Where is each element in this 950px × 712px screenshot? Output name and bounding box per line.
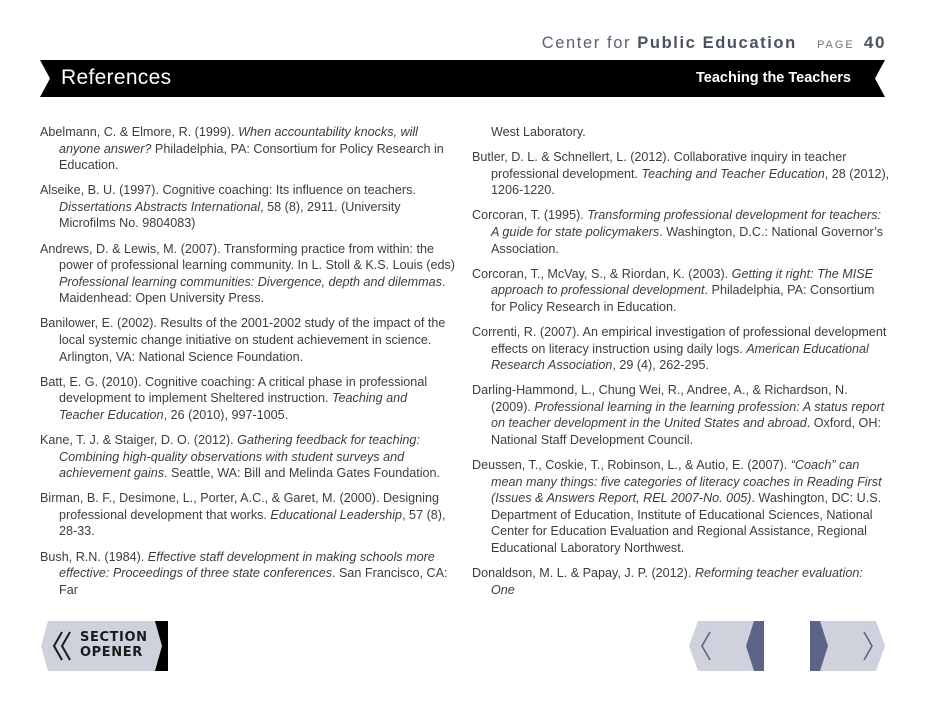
reference-text: Deussen, T., Coskie, T., Robinson, L., & Autio, E. (2007). — [472, 458, 791, 473]
reference-entry — [40, 432, 455, 482]
reference-title: Effective staff development in making schools more effective: Proceedings of three state conferences — [59, 549, 435, 581]
reference-text: Batt, E. G. (2010). Cognitive coaching: A critical phase in professional development to implement Sheltered instruction. — [40, 374, 428, 406]
reference-entry — [40, 490, 455, 540]
previous-page-button[interactable] — [688, 620, 766, 672]
section-banner — [40, 60, 885, 97]
page-label: PAGE — [816, 39, 855, 51]
reference-text: Corcoran, T. (1995). — [472, 208, 588, 223]
reference-text: Darling-Hammond, L., Chung Wei, R., Andree, A., & Richardson, N. (2009). — [472, 383, 848, 414]
reference-entry — [40, 549, 455, 599]
references-right-column — [472, 124, 890, 607]
reference-title: “Coach” can mean many things: five categories of literacy coaches in Reading First (Issues & Answers Report, REL 2007-No. 005) — [491, 458, 882, 506]
reference-entry — [40, 315, 455, 365]
references-left-column — [40, 124, 455, 607]
org-prefix: Center for — [541, 34, 632, 52]
reference-details: Philadelphia, PA: Consortium for Policy Research in Education. — [59, 141, 444, 173]
reference-details: , 26 (2010), 997-1005. — [163, 407, 289, 422]
section-opener-line2: OPENER — [80, 645, 143, 660]
next-button-shape — [808, 620, 886, 672]
reference-text: Bush, R.N. (1984). — [40, 549, 148, 564]
reference-text: Banilower, E. (2002). Results of the 2001-2002 study of the impact of the local systemic change initiative on student achievement in science. Arlington, VA: National Science Foundation. — [40, 316, 446, 364]
reference-entry — [40, 124, 455, 174]
reference-text: Correnti, R. (2007). An empirical investigation of professional development effects on literacy instruction using daily logs. — [472, 324, 887, 356]
references-right-list — [472, 149, 890, 598]
reference-entry — [40, 374, 455, 424]
reference-details: . Maidenhead: Open University Press. — [59, 274, 446, 306]
publication-header — [542, 33, 886, 53]
section-opener-line1: SECTION — [80, 630, 148, 645]
reference-entry — [472, 324, 890, 374]
page-number: 40 — [863, 33, 886, 52]
reference-text: Alseike, B. U. (1997). Cognitive coaching: Its influence on teachers. — [40, 183, 416, 198]
reference-details: , 29 (4), 262-295. — [612, 358, 709, 373]
reference-title: Getting it right: The MISE approach to professional development — [491, 266, 874, 298]
reference-entry — [472, 207, 890, 257]
reference-details: , 58 (8), 2911. (University Microfilms No. 9804083) — [59, 199, 401, 231]
reference-details: . Washington, DC: U.S. Department of Education, Institute of Educational Sciences, National Center for Education Evaluation and Regional Assistance, Regional Educational Laboratory Northwest. — [491, 491, 882, 556]
reference-text: Corcoran, T., McVay, S., & Riordan, K. (2003). — [472, 266, 732, 281]
reference-title: When accountability knocks, will anyone answer? — [59, 125, 418, 156]
reference-entry — [472, 149, 890, 199]
reference-entry — [472, 565, 890, 598]
reference-title: Professional learning communities: Divergence, depth and dilemmas — [59, 274, 442, 289]
section-opener-label — [80, 630, 148, 660]
reference-text: Andrews, D. & Lewis, M. (2007). Transforming practice from within: the power of professional learning community. In L. Stoll & K.S. Louis (eds) — [40, 241, 455, 273]
reference-details: , 57 (8), 28-33. — [59, 507, 446, 539]
reference-entry — [40, 241, 455, 307]
page-title: References — [61, 66, 172, 89]
reference-title: Professional learning in the learning profession: A status report on teacher development in the United States and abroad — [491, 399, 885, 431]
reference-title: Reforming teacher evaluation: One — [491, 566, 863, 597]
reference-entry — [472, 266, 890, 316]
reference-text: Butler, D. L. & Schnellert, L. (2012). Collaborative inquiry in teacher professional development. — [472, 150, 847, 181]
reference-text: Donaldson, M. L. & Papay, J. P. (2012). — [472, 566, 695, 581]
reference-details: , 28 (2012), 1206-1220. — [491, 166, 890, 198]
reference-details: . Philadelphia, PA: Consortium for Policy Research in Education. — [491, 283, 875, 314]
reference-text: Birman, B. F., Desimone, L., Porter, A.C., & Garet, M. (2000). Designing professional development that works. — [40, 491, 439, 522]
reference-details: . Washington, D.C.: National Governor’s Association. — [491, 224, 883, 256]
reference-text: Abelmann, C. & Elmore, R. (1999). — [40, 125, 239, 139]
reference-details: . Seattle, WA: Bill and Melinda Gates Foundation. — [164, 466, 441, 481]
reference-title: Teaching and Teacher Education — [641, 166, 825, 181]
reference-title: Educational Leadership — [270, 507, 403, 522]
reference-title: American Educational Research Association — [491, 341, 869, 373]
reference-title: Gathering feedback for teaching: Combining high-quality observations with student surveys and achievement gains — [59, 433, 420, 481]
reference-entry — [40, 182, 455, 232]
reference-title: Dissertations Abstracts International — [59, 199, 261, 214]
previous-button-shape — [688, 620, 766, 672]
section-opener-button[interactable] — [40, 620, 170, 672]
reference-text: Kane, T. J. & Staiger, D. O. (2012). — [40, 433, 238, 447]
reference-title: Transforming professional development for teachers: A guide for state policymakers — [491, 208, 882, 239]
reference-entry — [472, 457, 890, 557]
reference-details: . Oxford, OH: National Staff Development Council. — [491, 416, 881, 447]
reference-continuation: West Laboratory. — [491, 125, 586, 139]
reference-details: . San Francisco, CA: Far — [59, 566, 448, 597]
next-page-button[interactable] — [808, 620, 886, 672]
banner-subtitle: Teaching the Teachers — [696, 70, 851, 86]
reference-entry — [472, 382, 890, 448]
reference-title: Teaching and Teacher Education — [59, 391, 408, 422]
org-name: Public Education — [637, 34, 797, 52]
